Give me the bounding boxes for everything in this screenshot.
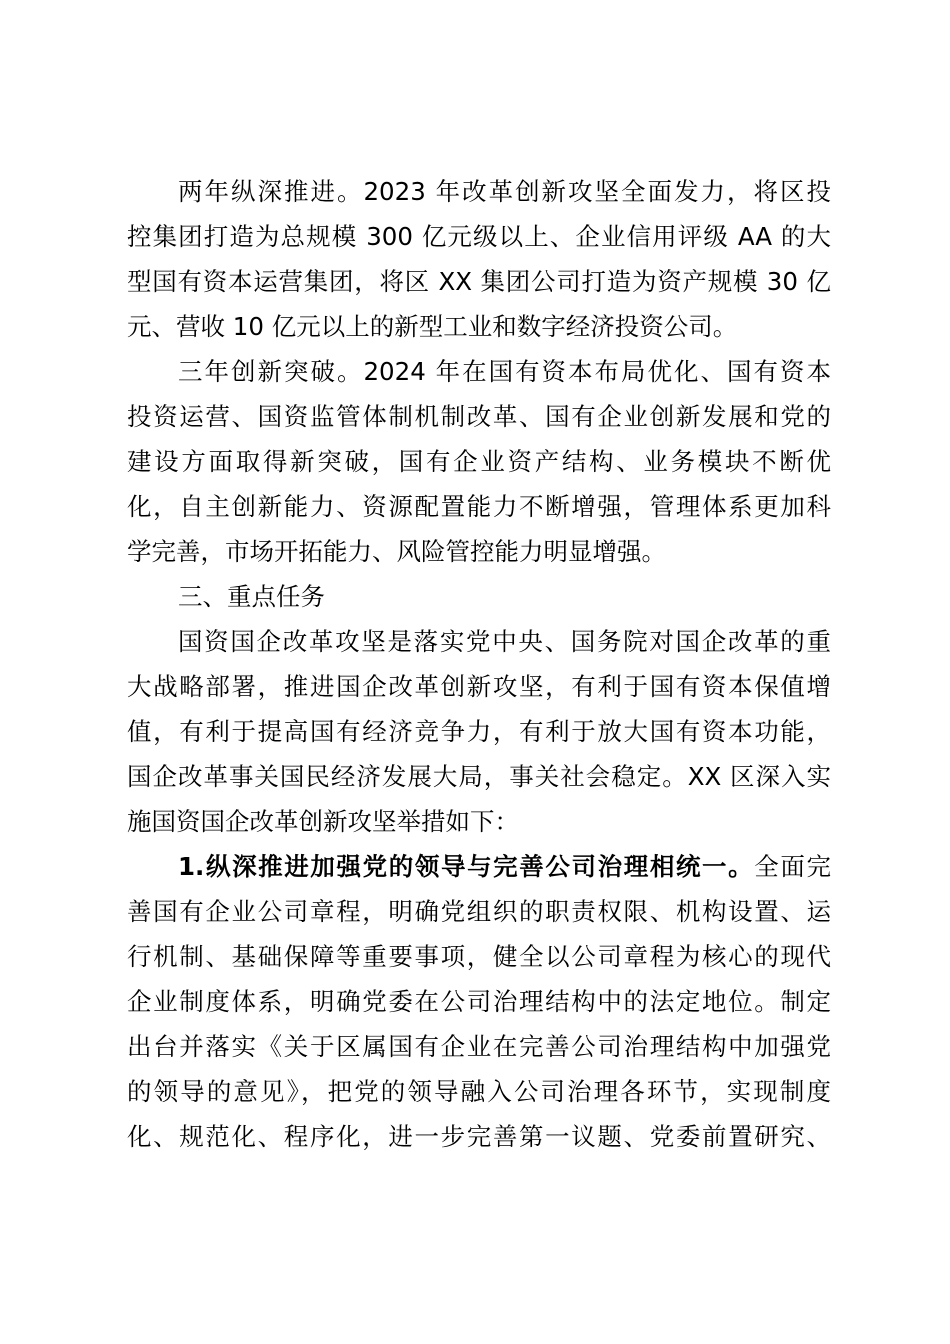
task-1-line-7: 化、规范化、程序化，进一步完善第一议题、党委前置研究、: [127, 1122, 831, 1151]
paragraph-1-line-1: 两年纵深推进。2023 年改革创新攻坚全面发力，将区投: [178, 177, 831, 206]
task-1-line-4: 企业制度体系，明确党委在公司治理结构中的法定地位。制定: [127, 987, 831, 1016]
paragraph-3-line-4: 国企改革事关国民经济发展大局，事关社会稳定。XX 区深入实: [127, 762, 831, 791]
paragraph-2-line-3: 建设方面取得新突破，国有企业资产结构、业务模块不断优: [127, 447, 831, 476]
task-1-line-6: 的领导的意见》，把党的领导融入公司治理各环节，实现制度: [127, 1077, 831, 1106]
task-1-line-5: 出台并落实《关于区属国有企业在完善公司治理结构中加强党: [127, 1032, 831, 1061]
paragraph-2-line-2: 投资运营、国资监管体制机制改革、国有企业创新发展和党的: [127, 402, 831, 431]
task-1-line-2: 善国有企业公司章程，明确党组织的职责权限、机构设置、运: [127, 897, 831, 926]
task-1-line-1: [178, 852, 831, 882]
paragraph-2-line-1: 三年创新突破。2024 年在国有资本布局优化、国有资本: [178, 357, 831, 386]
task-1-title: 1.纵深推进加强党的领导与完善公司治理相统一。: [178, 852, 755, 881]
paragraph-2-line-5: 学完善，市场开拓能力、风险管控能力明显增强。: [127, 537, 666, 566]
paragraph-1-line-2: 控集团打造为总规模 300 亿元级以上、企业信用评级 AA 的大: [127, 222, 831, 251]
task-1-first-line-rest: 全面完: [754, 852, 832, 881]
task-1-line-3: 行机制、基础保障等重要事项，健全以公司章程为核心的现代: [127, 942, 831, 971]
paragraph-2-line-4: 化，自主创新能力、资源配置能力不断增强，管理体系更加科: [127, 492, 831, 521]
paragraph-1-line-3: 型国有资本运营集团，将区 XX 集团公司打造为资产规模 30 亿: [127, 267, 831, 296]
paragraph-3-line-5: 施国资国企改革创新攻坚举措如下：: [127, 807, 519, 836]
paragraph-3-line-3: 值，有利于提高国有经济竞争力，有利于放大国有资本功能，: [127, 717, 831, 746]
section-heading: 三、重点任务: [178, 582, 325, 611]
paragraph-3-line-1: 国资国企改革攻坚是落实党中央、国务院对国企改革的重: [178, 627, 831, 656]
paragraph-3-line-2: 大战略部署，推进国企改革创新攻坚，有利于国有资本保值增: [127, 672, 831, 701]
paragraph-1-line-4: 元、营收 10 亿元以上的新型工业和数字经济投资公司。: [127, 312, 738, 341]
